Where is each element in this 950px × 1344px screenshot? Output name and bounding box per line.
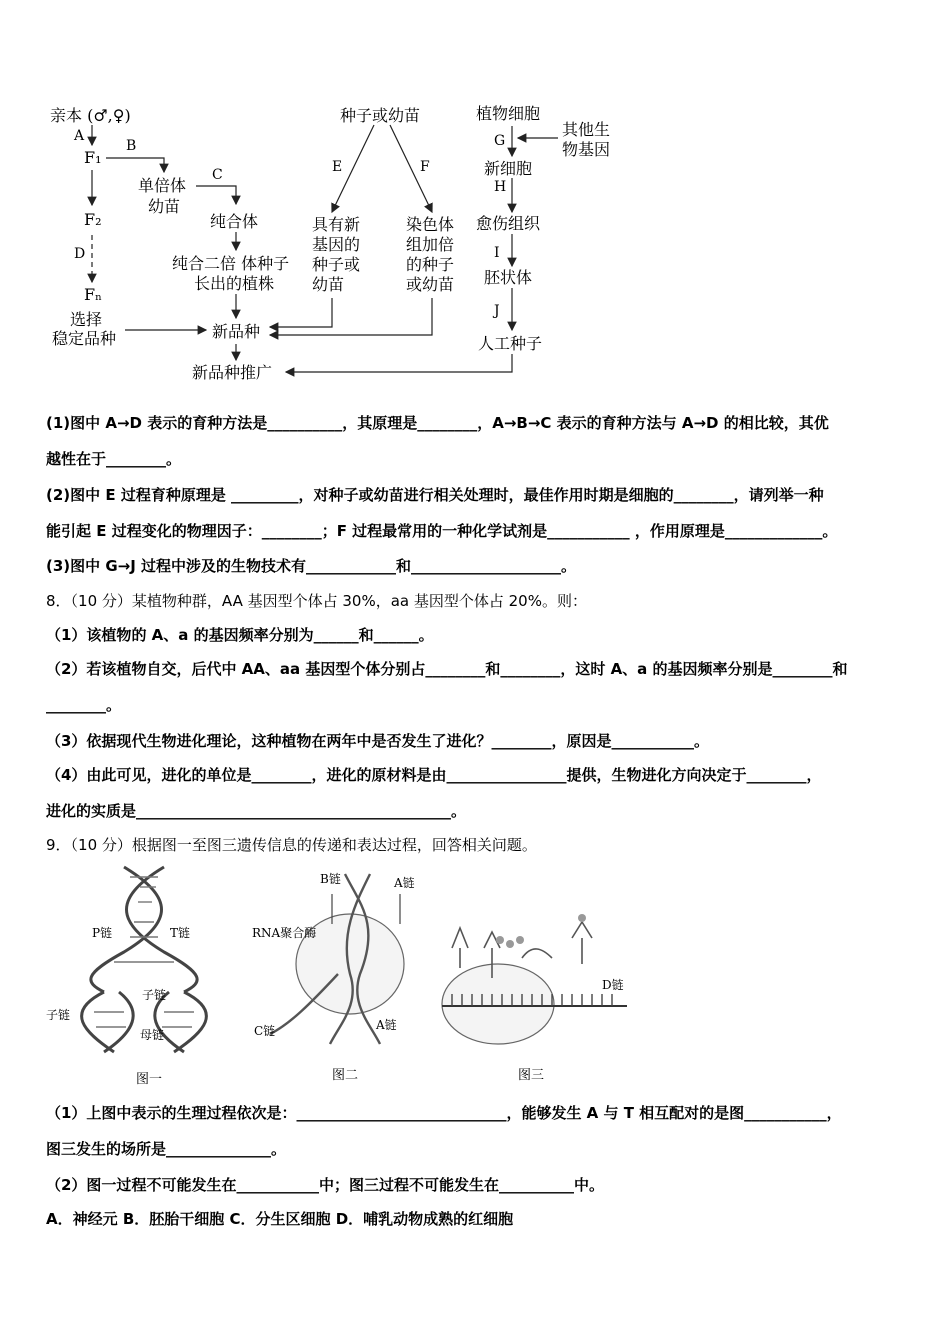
fig2-a-chain-top: A链 [394, 876, 415, 890]
q8-part4-line1: （4）由此可见，进化的单位是________，进化的原材料是由________________提供，生物进化方向决定于________， [46, 766, 822, 784]
select-label-1: 选择 [70, 310, 103, 329]
step-b: B [126, 138, 137, 154]
q9-part1-line1: （1）上图中表示的生理过程依次是：____________________________，能够发生 A 与 T 相互配对的是图___________， [46, 1104, 842, 1122]
breeding-diagram [0, 0, 950, 400]
pure-label: 纯合体 [210, 212, 259, 231]
fn-label: Fₙ [84, 285, 103, 304]
artificial-seed-label: 人工种子 [478, 334, 543, 353]
step-j: J [494, 303, 500, 319]
fig2-b-chain: B链 [320, 872, 341, 886]
fig1-t-chain: T链 [170, 926, 191, 940]
step-f: F [420, 159, 430, 175]
q8-part2-line1: （2）若该植物自交，后代中 AA、aa 基因型个体分别占________和________，这时 A、a 的基因频率分别是________和 [46, 660, 848, 678]
new-variety-label: 新品种 [212, 322, 261, 341]
e-box-3: 种子或 [312, 255, 361, 274]
plant-cell-label: 植物细胞 [476, 104, 541, 123]
pure-plant-label-2: 长出的植株 [194, 274, 275, 293]
step-d: D [74, 246, 86, 262]
f2-label: F₂ [84, 210, 102, 229]
pure-plant-label-1: 纯合二倍 体种子 [172, 254, 290, 273]
haploid-label-1: 单倍体 [138, 176, 187, 195]
q7-part2-line1: (2)图中 E 过程育种原理是 _________，对种子或幼苗进行相关处理时，最佳作用时期是细胞的________，请列举一种 [46, 486, 824, 504]
f-box-2: 组加倍 [406, 235, 455, 254]
embryo-label: 胚状体 [484, 268, 533, 287]
other-gene-1: 其他生 [562, 120, 611, 139]
fig3-caption: 图三 [518, 1068, 545, 1083]
q8-part4-line2: 进化的实质是__________________________________________。 [46, 802, 467, 820]
f-box-1: 染色体 [406, 215, 455, 234]
select-label-2: 稳定品种 [52, 329, 117, 348]
q7-part2-line2: 能引起 E 过程变化的物理因子：________；F 过程最常用的一种化学试剂是___________ ，作用原理是_____________。 [46, 522, 838, 540]
promote-label: 新品种推广 [192, 363, 273, 382]
q8-head: 8．（10 分）某植物种群，AA 基因型个体占 30%，aa 基因型个体占 20%。则： [46, 592, 587, 610]
q9-part1-line2: 图三发生的场所是______________。 [46, 1140, 287, 1158]
q8-part1: （1）该植物的 A、a 的基因频率分别为______和______。 [46, 626, 434, 644]
parent-label: 亲本 (♂,♀) [50, 106, 131, 125]
step-c: C [212, 167, 223, 183]
f-box-4: 或幼苗 [406, 275, 455, 294]
fig2-a-chain-bottom: A链 [376, 1018, 397, 1032]
fig1-child-chain-top: 子链 [142, 988, 167, 1002]
e-box-4: 幼苗 [312, 275, 345, 294]
figure-two-transcription [250, 864, 430, 1060]
step-g: G [494, 133, 506, 149]
fig1-mother-chain: 母链 [140, 1028, 165, 1042]
seed-label: 种子或幼苗 [340, 106, 421, 125]
fig1-p-chain: P链 [92, 926, 113, 940]
q9-head: 9．（10 分）根据图一至图三遗传信息的传递和表达过程，回答相关问题。 [46, 836, 537, 854]
fig1-child-chain-left: 子链 [46, 1008, 71, 1022]
step-e: E [332, 159, 343, 175]
fig1-caption: 图一 [136, 1072, 163, 1087]
q7-part1-line2: 越性在于________。 [46, 450, 182, 468]
q7-part1-line1: (1)图中 A→D 表示的育种方法是__________，其原理是________，A→B→C 表示的育种方法与 A→D 的相比较，其优 [46, 414, 829, 432]
q8-part3: （3）依据现代生物进化理论，这种植物在两年中是否发生了进化？________，原因是___________。 [46, 732, 709, 750]
fig2-rna-polymerase: RNA聚合酶 [252, 926, 317, 940]
new-cell-label: 新细胞 [484, 159, 533, 178]
step-i: I [494, 245, 500, 261]
f-box-3: 的种子 [406, 255, 455, 274]
f1-label: F₁ [84, 148, 102, 167]
haploid-label-2: 幼苗 [148, 197, 181, 216]
step-a: A [74, 128, 85, 144]
other-gene-2: 物基因 [562, 140, 611, 159]
fig3-d-chain: D链 [602, 978, 624, 992]
fig2-c-chain: C链 [254, 1024, 276, 1038]
q9-part2: （2）图一过程不可能发生在___________中；图三过程不可能发生在__________中。 [46, 1176, 604, 1194]
q8-part2-line2: ________。 [46, 696, 122, 714]
e-box-2: 基因的 [312, 235, 361, 254]
q7-part3: (3)图中 G→J 过程中涉及的生物技术有____________和____________________。 [46, 557, 577, 575]
step-h: H [494, 179, 507, 195]
q9-options: A．神经元 B．胚胎干细胞 C．分生区细胞 D．哺乳动物成熟的红细胞 [46, 1210, 514, 1228]
fig2-caption: 图二 [332, 1068, 359, 1083]
e-box-1: 具有新 [312, 215, 361, 234]
callus-label: 愈伤组织 [476, 214, 541, 233]
